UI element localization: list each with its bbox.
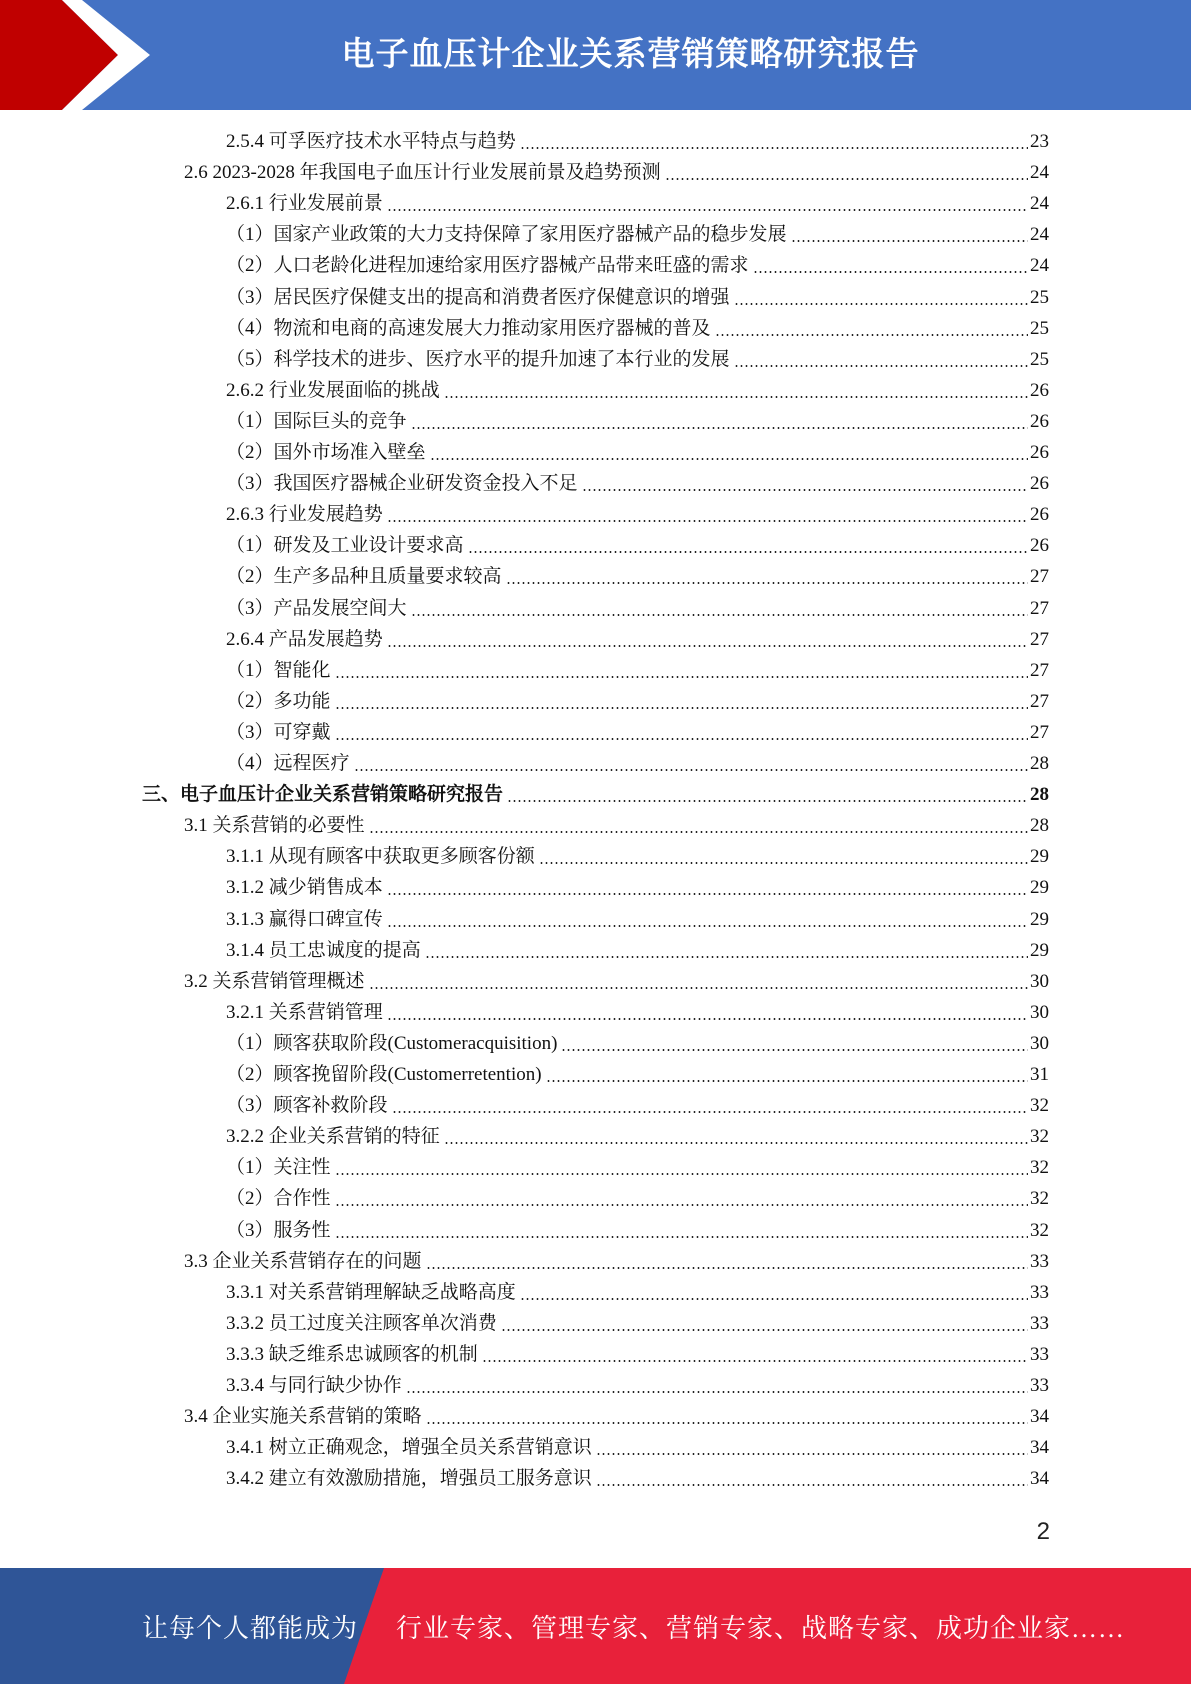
toc-entry[interactable]	[226, 687, 1049, 715]
toc-dot-leader	[354, 769, 1028, 771]
toc-entry-title: （4）物流和电商的高速发展大力推动家用医疗器械的普及	[226, 318, 711, 339]
toc-entry-page: 27	[1030, 660, 1049, 681]
toc-dot-leader	[411, 614, 1028, 616]
toc-dot-leader	[715, 334, 1028, 336]
toc-dot-leader	[335, 1204, 1028, 1206]
toc-entry-page: 24	[1030, 193, 1049, 214]
toc-entry-page: 25	[1030, 318, 1049, 339]
toc-entry[interactable]	[226, 345, 1049, 373]
toc-entry-page: 30	[1030, 1033, 1049, 1054]
toc-entry-title: 3.3.2 员工过度关注顾客单次消费	[226, 1313, 497, 1334]
toc-dot-leader	[791, 240, 1028, 242]
page-header	[0, 0, 1191, 110]
toc-dot-leader	[507, 800, 1028, 802]
toc-entry[interactable]	[226, 1029, 1049, 1057]
toc-entry-page: 32	[1030, 1126, 1049, 1147]
toc-dot-leader	[369, 831, 1028, 833]
toc-entry-title: （3）我国医疗器械企业研发资金投入不足	[226, 473, 578, 494]
toc-dot-leader	[335, 1236, 1028, 1238]
toc-entry-title: 2.5.4 可孚医疗技术水平特点与趋势	[226, 131, 516, 152]
toc-dot-leader	[335, 707, 1028, 709]
toc-entry-title: （1）顾客获取阶段(Customeracquisition)	[226, 1033, 558, 1054]
toc-entry[interactable]	[226, 1464, 1049, 1492]
toc-dot-leader	[520, 1298, 1028, 1300]
toc-entry[interactable]	[226, 1278, 1049, 1306]
toc-entry-title: 3.4.1 树立正确观念，增强全员关系营销意识	[226, 1437, 592, 1458]
toc-entry-page: 29	[1030, 846, 1049, 867]
toc-entry-title: （3）顾客补救阶段	[226, 1095, 388, 1116]
toc-dot-leader	[387, 645, 1028, 647]
toc-entry-title: （1）研发及工业设计要求高	[226, 535, 464, 556]
toc-entry[interactable]	[226, 314, 1049, 342]
toc-entry-title: 2.6.1 行业发展前景	[226, 193, 383, 214]
toc-entry-title: 3.1.3 赢得口碑宣传	[226, 909, 383, 930]
toc-entry[interactable]	[226, 1122, 1049, 1150]
toc-entry-page: 29	[1030, 877, 1049, 898]
toc-entry-page: 27	[1030, 566, 1049, 587]
toc-entry-page: 25	[1030, 349, 1049, 370]
toc-entry[interactable]	[184, 1247, 1049, 1275]
toc-entry-page: 27	[1030, 722, 1049, 743]
toc-entry[interactable]	[226, 407, 1049, 435]
toc-entry[interactable]	[226, 718, 1049, 746]
toc-entry-title: （1）国家产业政策的大力支持保障了家用医疗器械产品的稳步发展	[226, 224, 787, 245]
toc-entry[interactable]	[226, 469, 1049, 497]
toc-entry-title: 3.3.3 缺乏维系忠诚顾客的机制	[226, 1344, 478, 1365]
toc-entry[interactable]	[142, 780, 1049, 808]
toc-dot-leader	[482, 1360, 1028, 1362]
toc-dot-leader	[501, 1329, 1028, 1331]
toc-dot-leader	[520, 147, 1028, 149]
toc-entry-title: （1）智能化	[226, 660, 331, 681]
toc-entry-page: 26	[1030, 411, 1049, 432]
toc-entry[interactable]	[226, 500, 1049, 528]
toc-dot-leader	[387, 1018, 1028, 1020]
toc-entry-title: 2.6.2 行业发展面临的挑战	[226, 380, 440, 401]
toc-entry-page: 26	[1030, 442, 1049, 463]
toc-entry[interactable]	[226, 1153, 1049, 1181]
toc-entry-title: 3.2.2 企业关系营销的特征	[226, 1126, 440, 1147]
toc-dot-leader	[387, 925, 1028, 927]
toc-dot-leader	[546, 1080, 1028, 1082]
toc-entry-title: 3.1.2 减少销售成本	[226, 877, 383, 898]
toc-entry-title: （2）多功能	[226, 691, 331, 712]
toc-dot-leader	[406, 1391, 1028, 1393]
document-title: 电子血压计企业关系营销策略研究报告	[341, 34, 920, 73]
toc-entry-title: 3.2 关系营销管理概述	[184, 971, 365, 992]
toc-dot-leader	[596, 1453, 1028, 1455]
toc-entry[interactable]	[226, 1371, 1049, 1399]
toc-entry-page: 33	[1030, 1282, 1049, 1303]
toc-entry-page: 33	[1030, 1344, 1049, 1365]
toc-entry-page: 32	[1030, 1220, 1049, 1241]
toc-entry-page: 27	[1030, 598, 1049, 619]
toc-entry-page: 27	[1030, 629, 1049, 650]
toc-entry-title: （2）生产多品种且质量要求较高	[226, 566, 502, 587]
toc-entry-title: 3.4.2 建立有效激励措施，增强员工服务意识	[226, 1468, 592, 1489]
toc-entry[interactable]	[226, 189, 1049, 217]
toc-dot-leader	[734, 365, 1028, 367]
toc-entry-page: 24	[1030, 162, 1049, 183]
toc-entry-title: （3）服务性	[226, 1220, 331, 1241]
footer-slogan-left: 让每个人都能成为	[142, 1614, 359, 1643]
toc-entry-title: 三、电子血压计企业关系营销策略研究报告	[142, 784, 504, 805]
toc-entry-page: 29	[1030, 940, 1049, 961]
toc-entry-title: 3.2.1 关系营销管理	[226, 1002, 383, 1023]
toc-dot-leader	[369, 987, 1028, 989]
toc-dot-leader	[539, 862, 1028, 864]
toc-entry[interactable]	[226, 1184, 1049, 1212]
toc-entry-page: 34	[1030, 1468, 1049, 1489]
toc-entry-title: （3）产品发展空间大	[226, 598, 407, 619]
toc-entry[interactable]	[184, 1402, 1049, 1430]
toc-entry[interactable]	[226, 1433, 1049, 1461]
toc-dot-leader	[468, 551, 1028, 553]
toc-entry-page: 30	[1030, 971, 1049, 992]
toc-entry-title: 3.1.4 员工忠诚度的提高	[226, 940, 421, 961]
toc-entry-page: 27	[1030, 691, 1049, 712]
toc-entry-title: （2）顾客挽留阶段(Customerretention)	[226, 1064, 542, 1085]
toc-entry[interactable]	[226, 1340, 1049, 1368]
toc-entry-title: 3.3.1 对关系营销理解缺乏战略高度	[226, 1282, 516, 1303]
toc-entry[interactable]	[226, 1091, 1049, 1119]
toc-entry-page: 24	[1030, 255, 1049, 276]
toc-entry-title: （3）可穿戴	[226, 722, 331, 743]
toc-dot-leader	[335, 1173, 1028, 1175]
toc-entry[interactable]	[226, 1309, 1049, 1337]
toc-dot-leader	[387, 520, 1028, 522]
toc-entry-title: 3.1.1 从现有顾客中获取更多顾客份额	[226, 846, 535, 867]
toc-entry-page: 32	[1030, 1157, 1049, 1178]
toc-entry[interactable]	[226, 220, 1049, 248]
toc-dot-leader	[734, 303, 1028, 305]
toc-dot-leader	[665, 178, 1028, 180]
toc-entry[interactable]	[226, 1216, 1049, 1244]
toc-dot-leader	[387, 209, 1028, 211]
toc-entry-title: 2.6 2023-2028 年我国电子血压计行业发展前景及趋势预测	[184, 162, 661, 183]
toc-entry-page: 28	[1030, 784, 1049, 805]
toc-entry-title: 3.3.4 与同行缺少协作	[226, 1375, 402, 1396]
toc-entry-page: 34	[1030, 1437, 1049, 1458]
toc-entry-page: 26	[1030, 380, 1049, 401]
toc-entry[interactable]	[226, 283, 1049, 311]
toc-dot-leader	[596, 1484, 1028, 1486]
toc-dot-leader	[506, 582, 1028, 584]
toc-entry[interactable]	[226, 1060, 1049, 1088]
toc-entry-title: 2.6.3 行业发展趋势	[226, 504, 383, 525]
toc-entry-page: 33	[1030, 1251, 1049, 1272]
toc-entry[interactable]	[184, 811, 1049, 839]
toc-dot-leader	[425, 956, 1028, 958]
toc-dot-leader	[387, 893, 1028, 895]
toc-entry-page: 24	[1030, 224, 1049, 245]
toc-entry-page: 33	[1030, 1375, 1049, 1396]
toc-dot-leader	[335, 676, 1028, 678]
toc-entry-page: 26	[1030, 504, 1049, 525]
toc-entry[interactable]	[184, 967, 1049, 995]
toc-entry-page: 33	[1030, 1313, 1049, 1334]
toc-entry-title: （2）合作性	[226, 1188, 331, 1209]
toc-dot-leader	[426, 1422, 1028, 1424]
toc-entry[interactable]	[226, 936, 1049, 964]
toc-entry-title: 2.6.4 产品发展趋势	[226, 629, 383, 650]
toc-entry[interactable]	[226, 438, 1049, 466]
toc-dot-leader	[561, 1049, 1028, 1051]
toc-entry-title: （1）关注性	[226, 1157, 331, 1178]
toc-entry-title: （2）国外市场准入壁垒	[226, 442, 426, 463]
toc-entry-title: 3.3 企业关系营销存在的问题	[184, 1251, 422, 1272]
footer-slogan-right: 行业专家、管理专家、营销专家、战略专家、成功企业家……	[396, 1614, 1126, 1643]
toc-entry-title: （2）人口老龄化进程加速给家用医疗器械产品带来旺盛的需求	[226, 255, 749, 276]
toc-entry-page: 28	[1030, 815, 1049, 836]
toc-entry-title: 3.1 关系营销的必要性	[184, 815, 365, 836]
page-number: 2	[1036, 1518, 1050, 1545]
toc-dot-leader	[426, 1267, 1028, 1269]
toc-entry[interactable]	[226, 998, 1049, 1026]
toc-entry[interactable]	[226, 625, 1049, 653]
toc-entry[interactable]	[226, 842, 1049, 870]
toc-dot-leader	[411, 427, 1028, 429]
page-footer	[0, 1568, 1191, 1684]
toc-entry-title: （5）科学技术的进步、医疗水平的提升加速了本行业的发展	[226, 349, 730, 370]
toc-entry-page: 25	[1030, 287, 1049, 308]
toc-dot-leader	[753, 271, 1028, 273]
toc-entry[interactable]	[226, 656, 1049, 684]
toc-entry[interactable]	[226, 594, 1049, 622]
toc-dot-leader	[444, 396, 1028, 398]
toc-entry[interactable]	[226, 531, 1049, 559]
toc-dot-leader	[444, 1142, 1028, 1144]
toc-entry[interactable]	[226, 562, 1049, 590]
toc-entry[interactable]	[226, 749, 1049, 777]
toc-entry-page: 32	[1030, 1188, 1049, 1209]
toc-entry-page: 32	[1030, 1095, 1049, 1116]
toc-entry-page: 28	[1030, 753, 1049, 774]
toc-entry-title: （3）居民医疗保健支出的提高和消费者医疗保健意识的增强	[226, 287, 730, 308]
toc-dot-leader	[335, 738, 1028, 740]
toc-entry-page: 34	[1030, 1406, 1049, 1427]
toc-dot-leader	[582, 489, 1028, 491]
toc-entry-page: 29	[1030, 909, 1049, 930]
toc-entry[interactable]	[226, 251, 1049, 279]
toc-entry-page: 23	[1030, 131, 1049, 152]
toc-entry[interactable]	[226, 905, 1049, 933]
toc-entry-page: 26	[1030, 535, 1049, 556]
toc-entry-title: （1）国际巨头的竞争	[226, 411, 407, 432]
toc-entry[interactable]	[226, 127, 1049, 155]
toc-entry-page: 31	[1030, 1064, 1049, 1085]
toc-entry-title: 3.4 企业实施关系营销的策略	[184, 1406, 422, 1427]
toc-entry[interactable]	[226, 376, 1049, 404]
toc-entry-page: 26	[1030, 473, 1049, 494]
toc-entry[interactable]	[226, 873, 1049, 901]
toc-dot-leader	[392, 1111, 1028, 1113]
toc-entry-title: （4）远程医疗	[226, 753, 350, 774]
toc-dot-leader	[430, 458, 1028, 460]
toc-entry-page: 30	[1030, 1002, 1049, 1023]
toc-entry[interactable]	[184, 158, 1049, 186]
